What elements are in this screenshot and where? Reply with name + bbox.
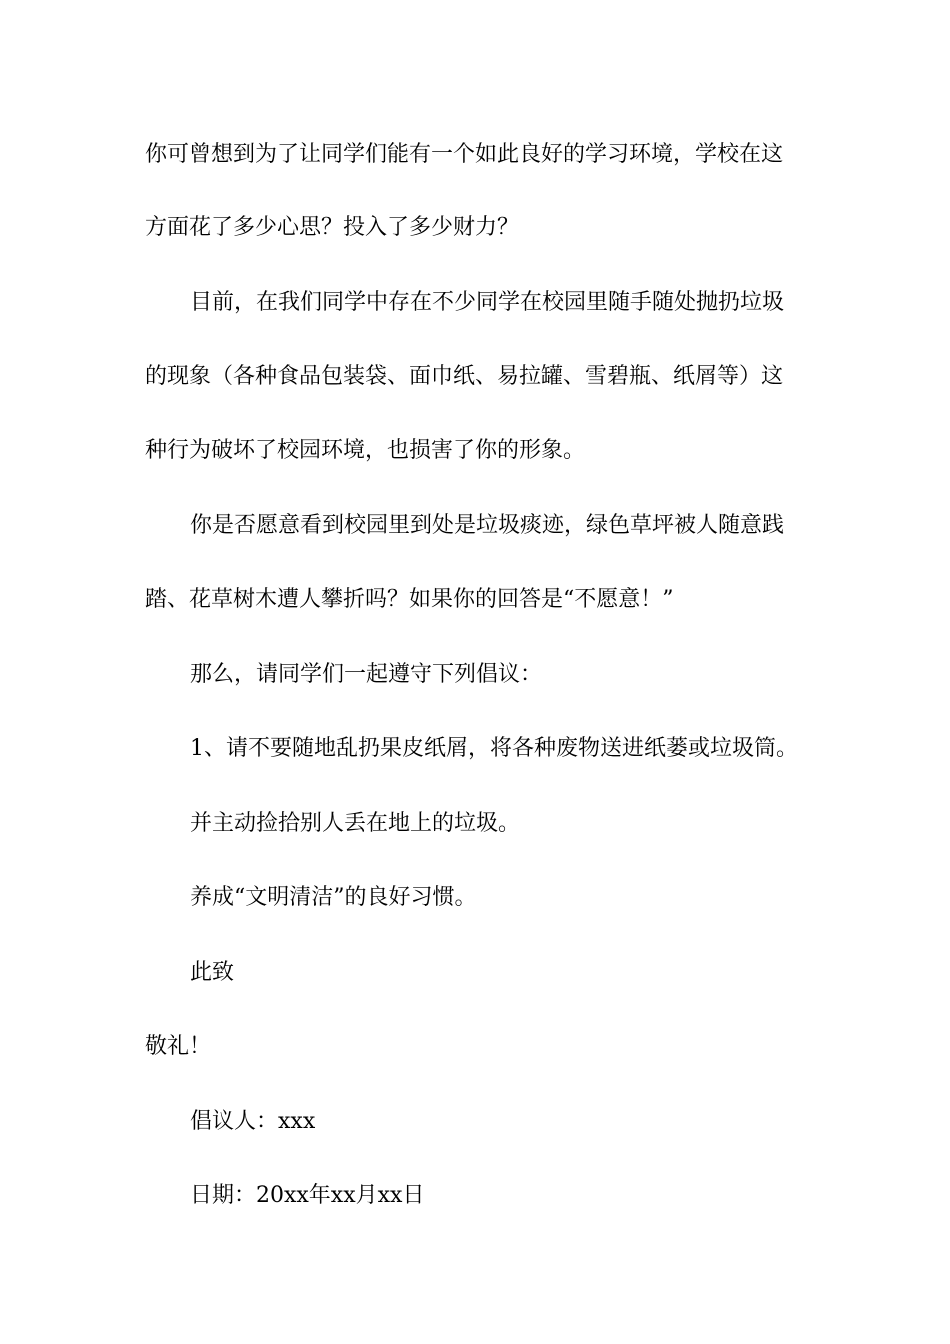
- paragraph-line: 的现象（各种食品包装袋、面巾纸、易拉罐、雪碧瓶、纸屑等）这: [145, 364, 784, 389]
- proposal-intro: 那么，请同学们一起遵守下列倡议：: [190, 662, 543, 687]
- paragraph-line: 你可曾想到为了让同学们能有一个如此良好的学习环境，学校在这: [145, 142, 784, 167]
- proposal-item-line: 并主动捡拾别人丢在地上的垃圾。: [190, 811, 521, 836]
- paragraph-line: 踏、花草树木遭人攀折吗？如果你的回答是“不愿意！”: [145, 587, 674, 612]
- date-line: 日期：20xx年xx月xx日: [190, 1183, 425, 1208]
- paragraph-line: 方面花了多少心思？投入了多少财力？: [145, 215, 520, 240]
- proposal-item-1: 1、请不要随地乱扔果皮纸屑，将各种废物送进纸蒌或垃圾筒。: [190, 736, 798, 761]
- paragraph-line: 种行为破坏了校园环境，也损害了你的形象。: [145, 438, 586, 463]
- proposal-item-line: 养成“文明清洁”的良好习惯。: [190, 885, 477, 910]
- closing-regards: 敬礼！: [145, 1034, 212, 1059]
- paragraph-line: 目前，在我们同学中存在不少同学在校园里随手随处抛扔垃圾: [190, 290, 785, 315]
- paragraph-line: 你是否愿意看到校园里到处是垃圾痰迹，绿色草坪被人随意践: [190, 513, 785, 538]
- closing-salutation: 此致: [190, 960, 235, 985]
- proposer-line: 倡议人：xxx: [190, 1109, 316, 1134]
